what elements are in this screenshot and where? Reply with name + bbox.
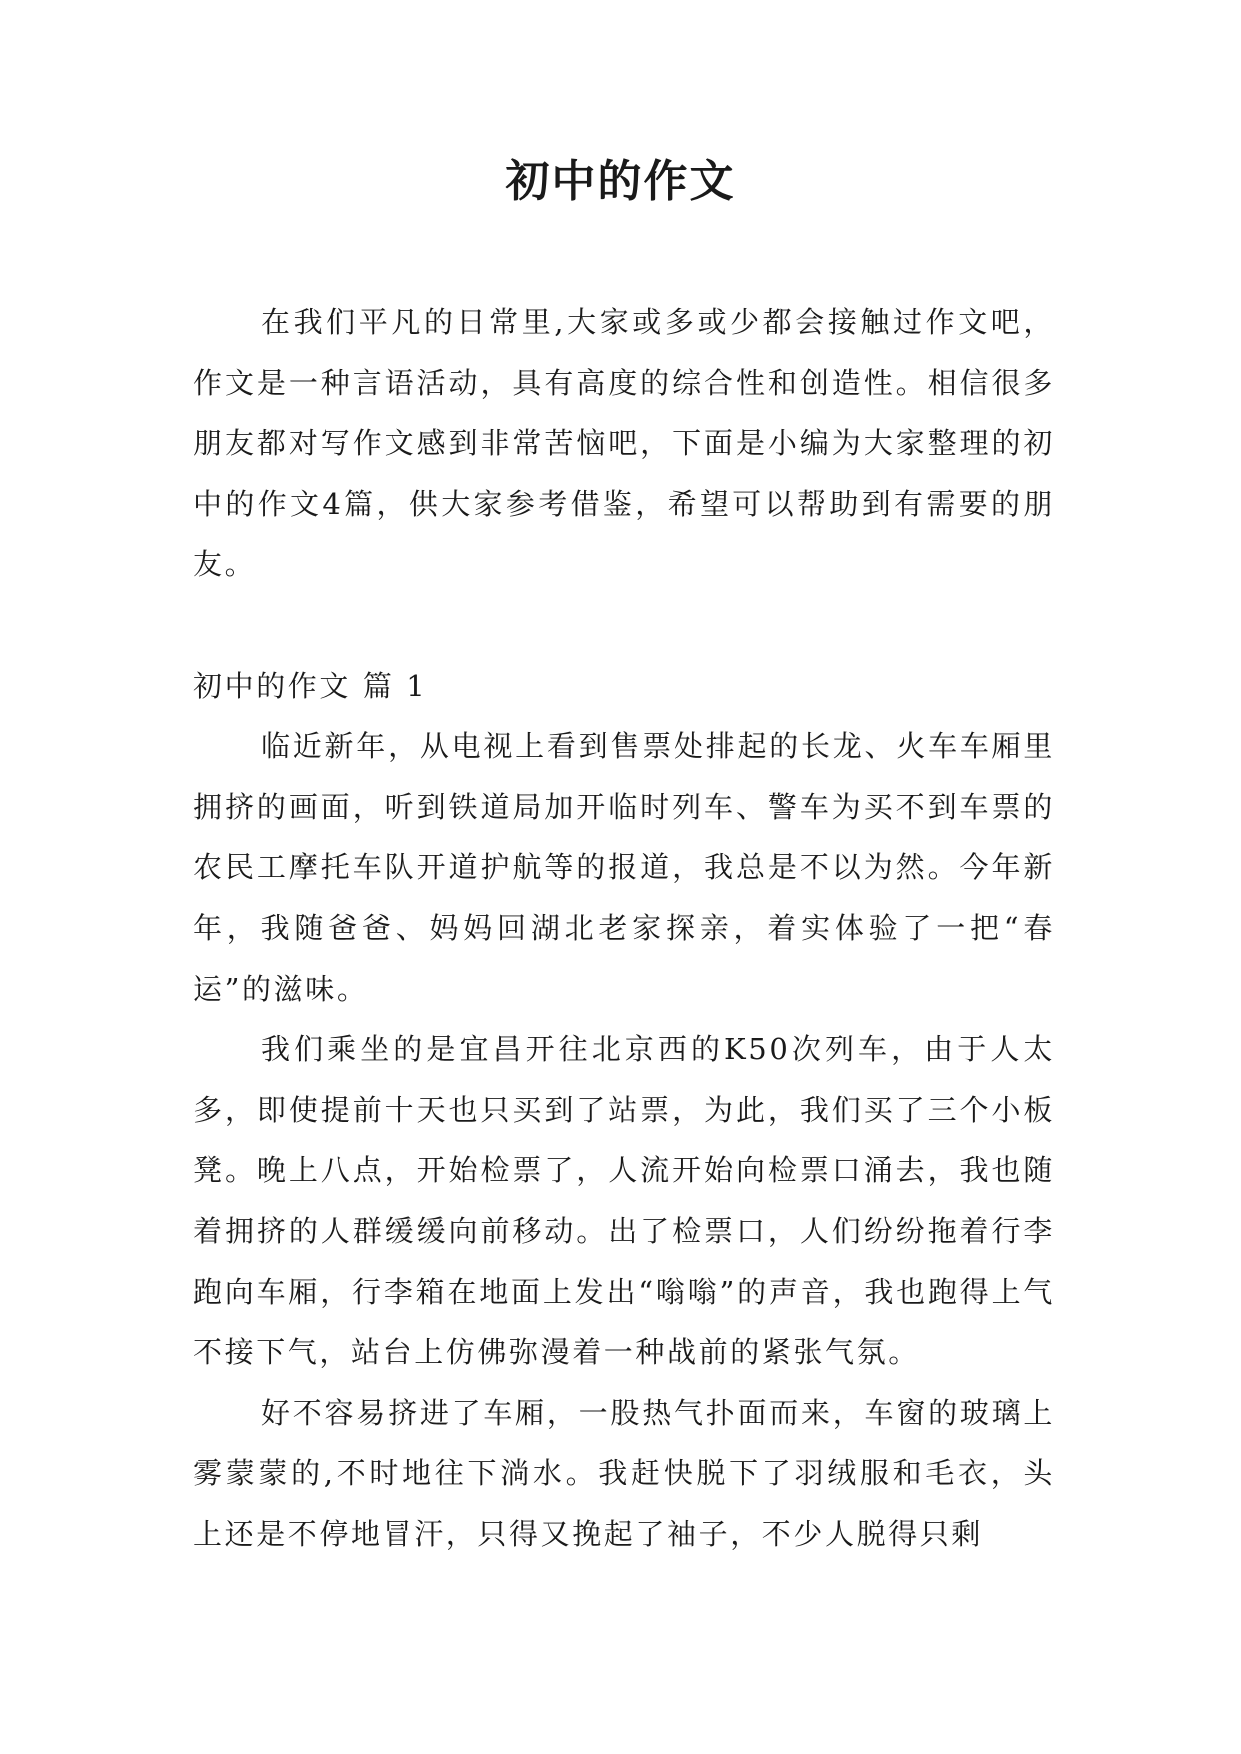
body-paragraph: 临近新年，从电视上看到售票处排起的长龙、火车车厢里拥挤的画面，听到铁道局加开临时列车、警车为买不到车票的农民工摩托车队开道护航等的报道，我总是不以为然。今年新年，我随爸爸、妈妈回湖北老家探亲，着实体验了一把“春运”的滋味。	[193, 729, 1055, 1006]
section-heading: 初中的作文 篇 1	[193, 668, 428, 703]
intro-paragraph: 在我们平凡的日常里,大家或多或少都会接触过作文吧，作文是一种言语活动，具有高度的综合性和创造性。相信很多朋友都对写作文感到非常苦恼吧，下面是小编为大家整理的初中的作文4篇，供大家参考借鉴，希望可以帮助到有需要的朋友。	[193, 305, 1055, 582]
body-paragraph: 好不容易挤进了车厢，一股热气扑面而来，车窗的玻璃上雾蒙蒙的,不时地往下淌水。我赶快脱下了羽绒服和毛衣，头上还是不停地冒汗，只得又挽起了袖子，不少人脱得只剩	[193, 1395, 1055, 1551]
document-body	[193, 292, 1055, 1564]
document-title: 初中的作文	[505, 156, 736, 207]
body-paragraph: 我们乘坐的是宜昌开往北京西的K50次列车，由于人太多，即使提前十天也只买到了站票，为此，我们买了三个小板凳。晚上八点，开始检票了，人流开始向检票口涌去，我也随着拥挤的人群缓缓向前移动。出了检票口，人们纷纷拖着行李跑向车厢，行李箱在地面上发出“嗡嗡”的声音，我也跑得上气不接下气，站台上仿佛弥漫着一种战前的紧张气氛。	[193, 1032, 1055, 1370]
